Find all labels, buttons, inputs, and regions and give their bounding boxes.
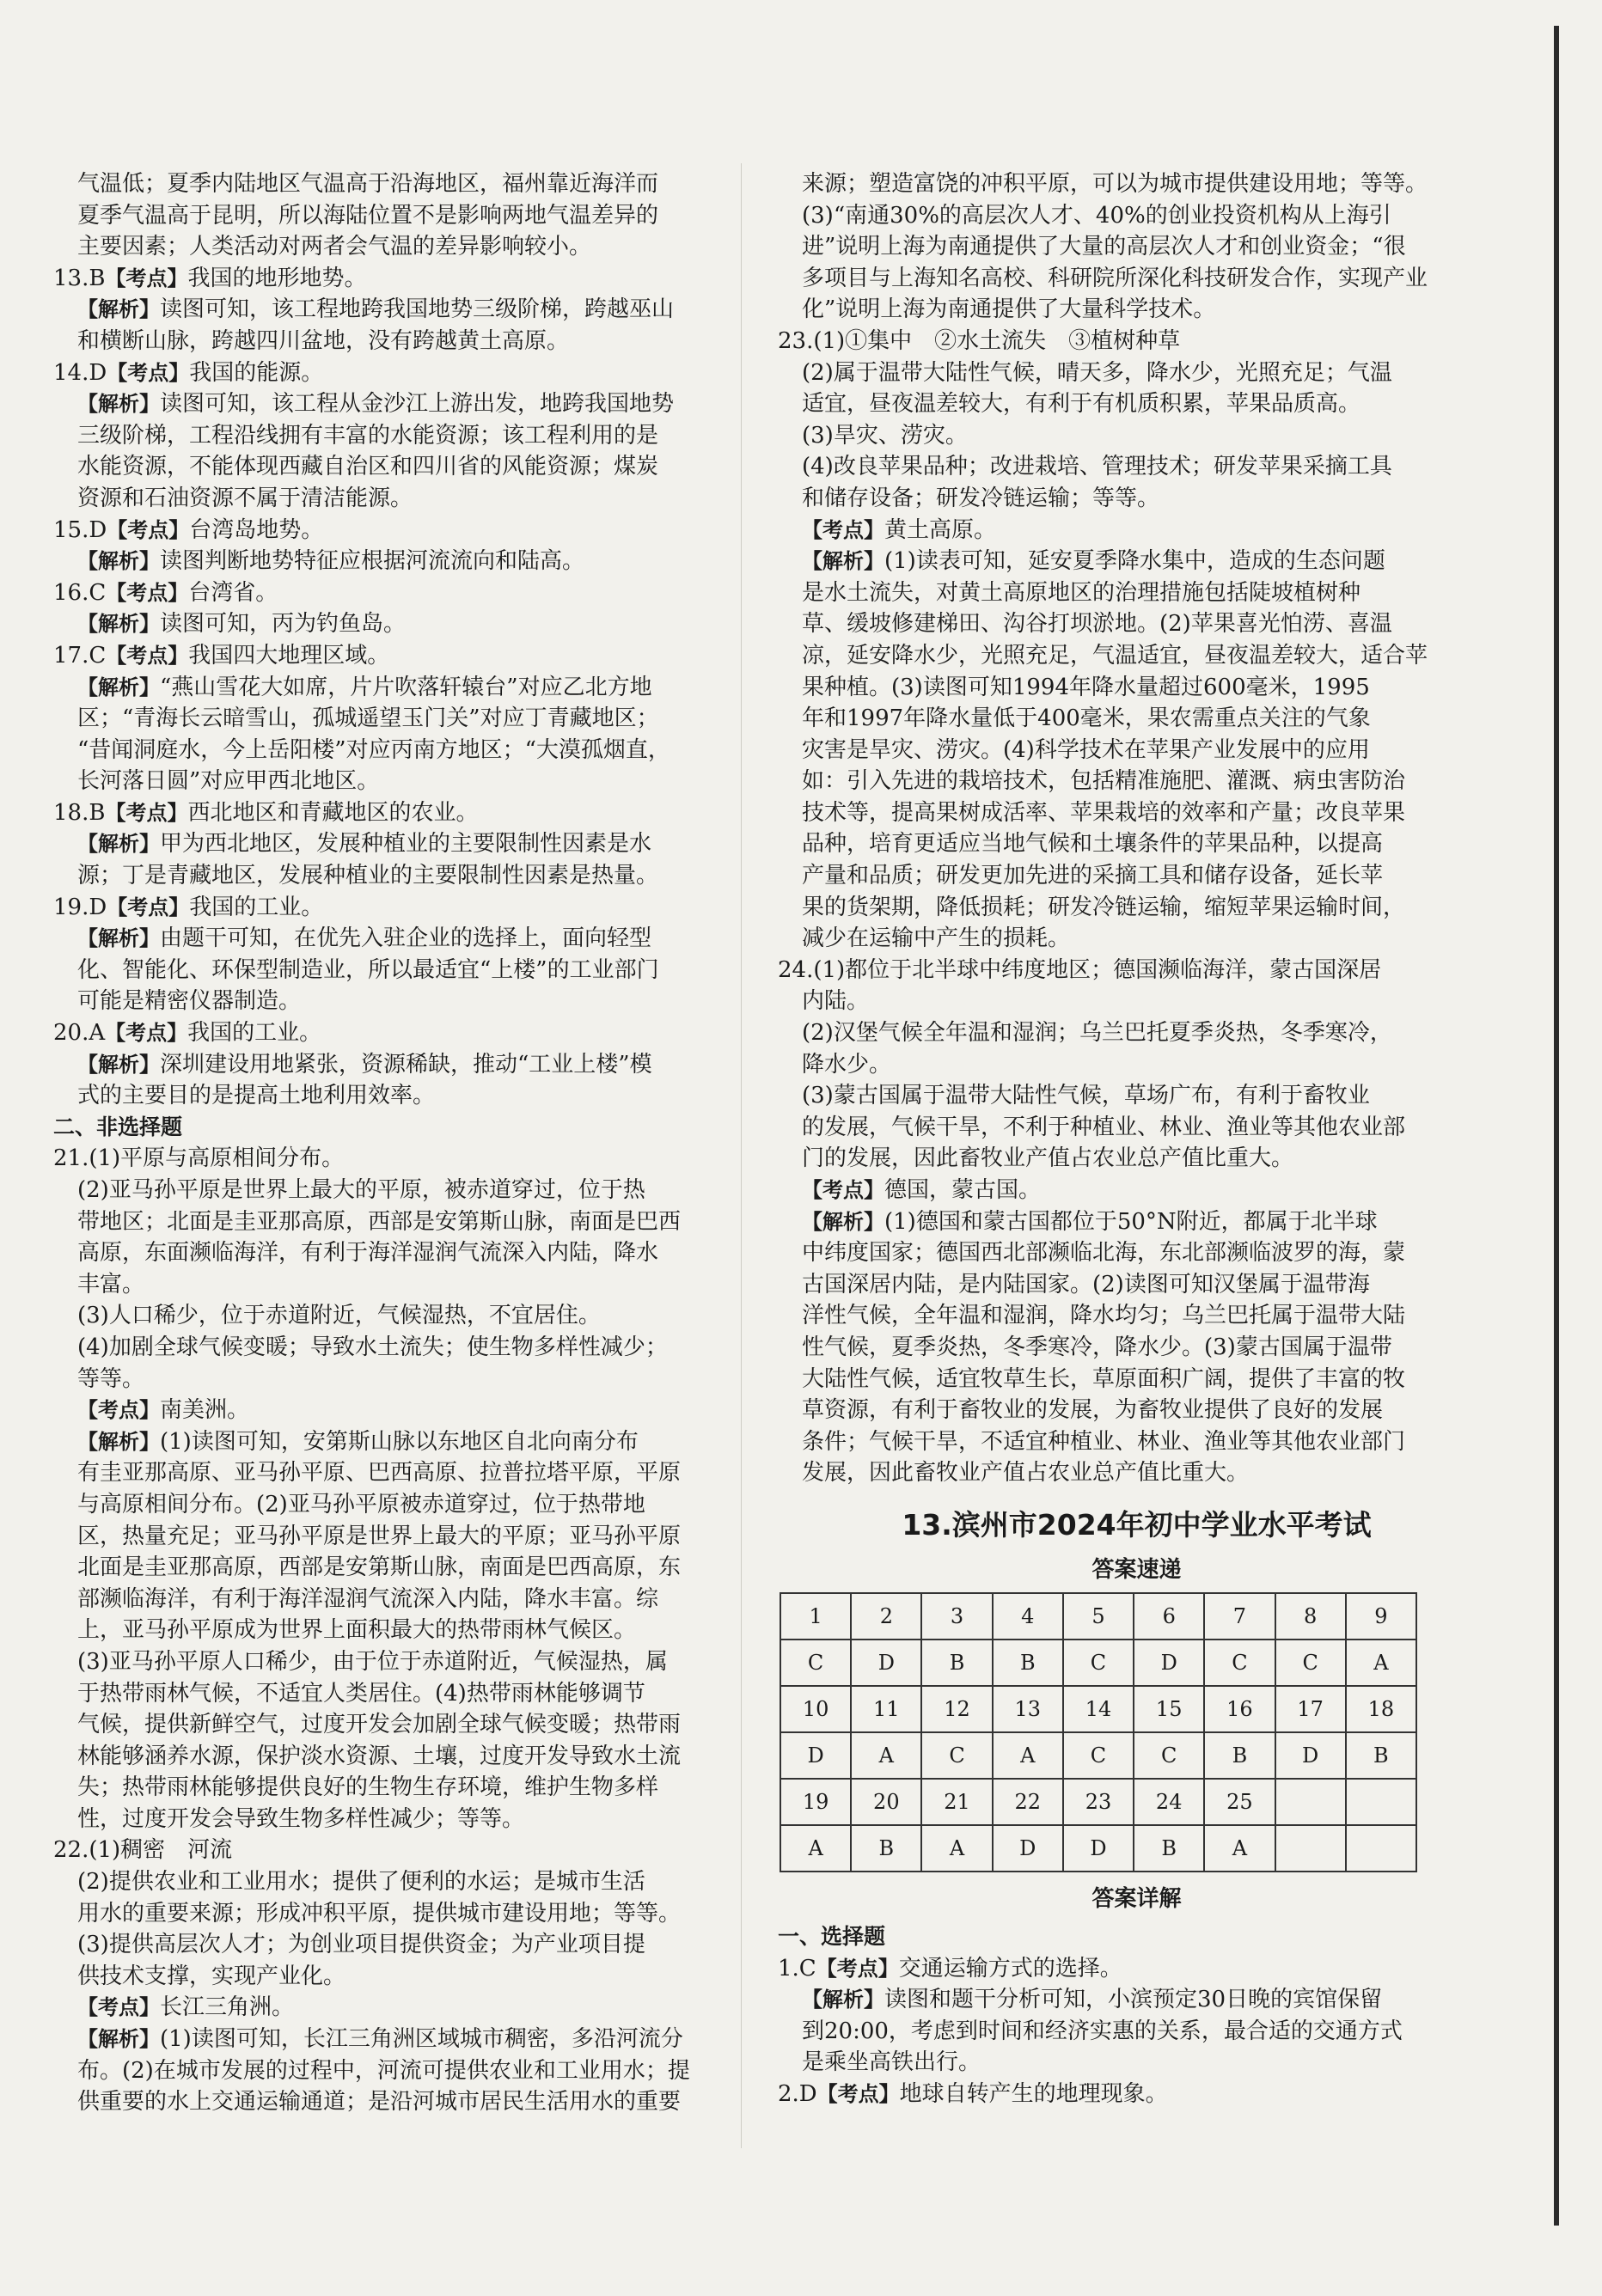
line-text: 我国的工业。 bbox=[187, 1020, 322, 1047]
text-line: 长河落日圆”对应甲西北地区。 bbox=[77, 768, 380, 795]
question-number-cell: 14 bbox=[1063, 1686, 1134, 1732]
text-line: 化、智能化、环保型制造业，所以最适宜“上楼”的工业部门 bbox=[77, 956, 659, 983]
text-line: 北面是圭亚那高原，西部是安第斯山脉，南面是巴西高原，东 bbox=[77, 1554, 682, 1581]
answer-line bbox=[53, 640, 754, 672]
label-tag: 【解析】 bbox=[802, 1988, 884, 2012]
question-number-cell: 11 bbox=[851, 1686, 921, 1732]
right-bottom-text bbox=[778, 1921, 1495, 2110]
text-line: 适宜，昼夜温差较大，有利于有机质积累，苹果品质高。 bbox=[802, 391, 1361, 418]
label-tag: 【考点】 bbox=[105, 1021, 188, 1046]
text-line: 果种植。(3)读图可知1994年降水量超过600毫米，1995 bbox=[802, 674, 1370, 700]
text-line: 式的主要目的是提高土地利用效率。 bbox=[77, 1083, 436, 1109]
line-text: (1)读表可知，延安夏季降水集中，造成的生态问题 bbox=[884, 548, 1385, 575]
text-line: (3)亚马孙平原人口稀少，由于位于赤道附近，气候湿热，属 bbox=[77, 1648, 668, 1675]
text-line: 的发展，气候干旱，不利于种植业、林业、渔业等其他农业部 bbox=[802, 1114, 1406, 1140]
answer-cell: D bbox=[1063, 1825, 1134, 1872]
answer-cell: C bbox=[1134, 1732, 1204, 1779]
text-line: 22.(1)稠密 河流 bbox=[53, 1837, 233, 1864]
line-text: 地球自转产生的地理现象。 bbox=[899, 2080, 1168, 2107]
text-line: 源；丁是青藏地区，发展种植业的主要限制性因素是热量。 bbox=[77, 863, 659, 889]
label-tag: 【考点】 bbox=[802, 1178, 884, 1202]
text-line: 供重要的水上交通运输通道；是沿河城市居民生活用水的重要 bbox=[77, 2089, 682, 2116]
text-line: 草、缓坡修建梯田、沟谷打坝淤地。(2)苹果喜光怕涝、喜温 bbox=[802, 611, 1392, 638]
question-number-cell: 22 bbox=[993, 1779, 1063, 1825]
table-row bbox=[780, 1779, 1416, 1825]
label-tag: 【考点】 bbox=[816, 2081, 900, 2106]
answer-cell bbox=[1346, 1825, 1416, 1872]
answer-cell: C bbox=[1275, 1640, 1346, 1686]
question-number-cell bbox=[1346, 1779, 1416, 1825]
line-text: (1)德国和蒙古国都位于50°N附近，都属于北半球 bbox=[884, 1208, 1378, 1235]
text-line: 23.(1)①集中 ②水土流失 ③植树种草 bbox=[778, 327, 1181, 354]
text-line: 高原，东面濒临海洋，有利于海洋湿润气流深入内陆，降水 bbox=[77, 1240, 659, 1267]
answer-cell: B bbox=[921, 1640, 992, 1686]
answer-cell: A bbox=[993, 1732, 1063, 1779]
question-number-cell: 5 bbox=[1063, 1593, 1134, 1640]
text-line: 上，亚马孙平原成为世界上面积最大的热带雨林气候区。 bbox=[77, 1617, 637, 1644]
text-line: 到20:00，考虑到时间和经济实惠的关系，最合适的交通方式 bbox=[802, 2018, 1403, 2044]
text-line: 是水土流失，对黄土高原地区的治理措施包括陡坡植树种 bbox=[802, 579, 1361, 606]
question-number: 17.C bbox=[53, 642, 107, 669]
answer-cell: D bbox=[1134, 1640, 1204, 1686]
question-number-cell: 18 bbox=[1346, 1686, 1416, 1732]
text-line: 气温低；夏季内陆地区气温高于沿海地区，福州靠近海洋而 bbox=[77, 171, 659, 197]
question-number-cell: 24 bbox=[1134, 1779, 1204, 1825]
label-tag: 【考点】 bbox=[107, 360, 190, 385]
text-line: 门的发展，因此畜牧业产值占农业总产值比重大。 bbox=[802, 1145, 1294, 1172]
text-line: 化”说明上海为南通提供了大量科学技术。 bbox=[802, 296, 1216, 323]
table-row bbox=[780, 1640, 1416, 1686]
question-number-cell: 8 bbox=[1275, 1593, 1346, 1640]
answer-cell: A bbox=[780, 1825, 851, 1872]
table-row bbox=[780, 1825, 1416, 1872]
answer-cell: C bbox=[1204, 1640, 1275, 1686]
text-line: 性，过度开发会导致生物多样性减少；等等。 bbox=[77, 1805, 525, 1832]
text-line: 部濒临海洋，有利于海洋湿润气流深入内陆，降水丰富。综 bbox=[77, 1585, 659, 1612]
text-line: 条件；气候干旱，不适宜种植业、林业、渔业等其他农业部门 bbox=[802, 1428, 1406, 1455]
right-top-text bbox=[778, 168, 1495, 1489]
text-line: 林能够涵养水源，保护淡水资源、土壤，过度开发导致水土流 bbox=[77, 1743, 682, 1769]
label-tag: 【解析】 bbox=[77, 1429, 160, 1454]
answer-line bbox=[53, 608, 754, 640]
scan-edge bbox=[1554, 26, 1559, 2226]
label-tag: 【解析】 bbox=[802, 1209, 884, 1234]
question-number: 19.D bbox=[53, 894, 107, 920]
answer-line bbox=[778, 1175, 1495, 1206]
question-number: 14.D bbox=[53, 359, 107, 386]
text-line: 区，热量充足；亚马孙平原是世界上最大的平原；亚马孙平原 bbox=[77, 1523, 682, 1549]
text-line: 品种，培育更适应当地气候和土壤条件的苹果品种，以提高 bbox=[802, 831, 1384, 858]
answer-cell: A bbox=[921, 1825, 992, 1872]
text-line: 用水的重要来源；形成冲积平原，提供城市建设用地；等等。 bbox=[77, 1900, 682, 1927]
text-line: 丰富。 bbox=[77, 1271, 145, 1298]
text-line: 等等。 bbox=[77, 1365, 145, 1392]
label-tag: 【解析】 bbox=[77, 832, 160, 857]
text-line: 多项目与上海知名高校、科研院所深化科技研发合作，实现产业 bbox=[802, 265, 1428, 291]
text-line: (3)旱灾、涝灾。 bbox=[802, 422, 968, 449]
text-line: 夏季气温高于昆明，所以海陆位置不是影响两地气温差异的 bbox=[77, 202, 659, 229]
answer-cell: C bbox=[1063, 1732, 1134, 1779]
question-number: 15.D bbox=[53, 516, 107, 543]
question-number-cell: 21 bbox=[921, 1779, 992, 1825]
answer-line bbox=[53, 263, 754, 295]
answer-cell: C bbox=[921, 1732, 992, 1779]
answer-line bbox=[778, 1206, 1495, 1238]
answer-cell: D bbox=[780, 1732, 851, 1779]
question-number: 18.B bbox=[53, 799, 106, 826]
label-tag: 【解析】 bbox=[77, 2027, 160, 2052]
text-line: 有圭亚那高原、亚马孙平原、巴西高原、拉普拉塔平原，平原 bbox=[77, 1460, 682, 1487]
question-number-cell: 2 bbox=[851, 1593, 921, 1640]
answer-line bbox=[53, 797, 754, 829]
text-line: 古国深居内陆，是内陆国家。(2)读图可知汉堡属于温带海 bbox=[802, 1271, 1370, 1298]
question-number: 20.A bbox=[53, 1020, 106, 1047]
answer-cell: A bbox=[1204, 1825, 1275, 1872]
answers-quick-title: 答案速递 bbox=[1091, 1556, 1182, 1583]
label-tag: 【考点】 bbox=[77, 1398, 160, 1423]
question-number-cell: 13 bbox=[993, 1686, 1063, 1732]
label-tag: 【解析】 bbox=[77, 675, 160, 699]
text-line: 年和1997年降水量低于400毫米，果农需重点关注的气象 bbox=[802, 705, 1371, 732]
answer-line bbox=[53, 577, 754, 609]
text-line: “昔闻洞庭水，今上岳阳楼”对应丙南方地区；“大漠孤烟直， bbox=[77, 736, 670, 763]
line-text: 德国，蒙古国。 bbox=[884, 1177, 1042, 1203]
text-line: 性气候，夏季炎热，冬季寒冷，降水少。(3)蒙古国属于温带 bbox=[802, 1334, 1392, 1360]
answer-line bbox=[53, 672, 754, 704]
label-tag: 【解析】 bbox=[77, 549, 160, 574]
answer-line bbox=[778, 515, 1495, 547]
text-line: 21.(1)平原与高原相间分布。 bbox=[53, 1145, 345, 1172]
label-tag: 【考点】 bbox=[107, 895, 190, 919]
question-number-cell: 9 bbox=[1346, 1593, 1416, 1640]
line-text: 台湾岛地势。 bbox=[189, 516, 324, 543]
answer-line bbox=[53, 923, 754, 955]
answer-cell bbox=[1275, 1825, 1346, 1872]
line-text: 西北地区和青藏地区的农业。 bbox=[187, 799, 479, 826]
answer-line bbox=[53, 1049, 754, 1081]
label-tag: 【解析】 bbox=[77, 926, 160, 951]
text-line: 和储存设备；研发冷链运输；等等。 bbox=[802, 485, 1160, 511]
line-text: 读图可知，该工程从金沙江上游出发，地跨我国地势 bbox=[160, 391, 675, 418]
text-line: (4)改良苹果品种；改进栽培、管理技术；研发苹果采摘工具 bbox=[802, 454, 1392, 480]
answer-cell: D bbox=[1275, 1732, 1346, 1779]
question-number-cell: 20 bbox=[851, 1779, 921, 1825]
text-line: 和横断山脉，跨越四川盆地，没有跨越黄土高原。 bbox=[77, 327, 570, 354]
line-text: 由题干可知，在优先入驻企业的选择上，面向轻型 bbox=[160, 925, 652, 952]
answer-cell: A bbox=[1346, 1640, 1416, 1686]
text-line: 进”说明上海为南通提供了大量的高层次人才和创业资金；“很 bbox=[802, 234, 1406, 260]
line-text: 读图判断地势特征应根据河流流向和陆高。 bbox=[160, 548, 585, 575]
line-text: 我国的地形地势。 bbox=[187, 265, 367, 291]
text-line: 失；热带雨林能够提供良好的生物生存环境，维护生物多样 bbox=[77, 1774, 659, 1801]
answer-line bbox=[778, 2079, 1495, 2110]
answer-line bbox=[53, 1426, 754, 1458]
line-text: 长江三角洲。 bbox=[160, 1994, 295, 2021]
label-tag: 【解析】 bbox=[77, 392, 160, 417]
label-tag: 【解析】 bbox=[77, 297, 160, 322]
text-line: 中纬度国家；德国西北部濒临北海，东北部濒临波罗的海，蒙 bbox=[802, 1240, 1406, 1267]
label-tag: 【解析】 bbox=[802, 549, 884, 574]
question-number: 16.C bbox=[53, 579, 107, 606]
line-text: 我国的工业。 bbox=[189, 894, 324, 920]
answer-line bbox=[53, 515, 754, 547]
answer-line bbox=[53, 1992, 754, 2024]
question-number-cell: 19 bbox=[780, 1779, 851, 1825]
answer-line bbox=[53, 357, 754, 389]
text-line: 发展，因此畜牧业产值占农业总产值比重大。 bbox=[802, 1460, 1250, 1487]
line-text: 南美洲。 bbox=[160, 1397, 250, 1424]
question-number-cell: 6 bbox=[1134, 1593, 1204, 1640]
text-line: 供技术支撑，实现产业化。 bbox=[77, 1963, 346, 1989]
line-text: 黄土高原。 bbox=[884, 516, 997, 543]
table-row bbox=[780, 1593, 1416, 1640]
answer-cell: B bbox=[1134, 1825, 1204, 1872]
answer-line bbox=[53, 546, 754, 577]
text-line: 洋性气候，全年温和湿润，降水均匀；乌兰巴托属于温带大陆 bbox=[802, 1303, 1406, 1329]
text-line: 主要因素；人类活动对两者会气温的差异影响较小。 bbox=[77, 234, 592, 260]
question-number: 13.B bbox=[53, 265, 106, 291]
line-text: 读图可知，该工程地跨我国地势三级阶梯，跨越巫山 bbox=[160, 296, 675, 323]
text-line: 大陆性气候，适宜牧草生长，草原面积广阔，提供了丰富的牧 bbox=[802, 1365, 1406, 1392]
text-line: 资源和石油资源不属于清洁能源。 bbox=[77, 485, 413, 511]
answer-cell: B bbox=[1346, 1732, 1416, 1779]
answer-line bbox=[53, 388, 754, 420]
answer-line bbox=[53, 892, 754, 924]
section-heading: 一、选择题 bbox=[778, 1923, 886, 1949]
text-line: (3)提供高层次人才；为创业项目提供资金；为产业项目提 bbox=[77, 1932, 645, 1958]
answer-cell: A bbox=[851, 1732, 921, 1779]
text-line: 凉，延安降水少，光照充足，气温适宜，昼夜温差较大，适合苹 bbox=[802, 642, 1428, 669]
line-text: 台湾省。 bbox=[188, 579, 278, 606]
text-line: 来源；塑造富饶的冲积平原，可以为城市提供建设用地；等等。 bbox=[802, 171, 1428, 197]
text-line: 于热带雨林气候，不适宜人类居住。(4)热带雨林能够调节 bbox=[77, 1680, 645, 1707]
answer-line bbox=[53, 1017, 754, 1049]
text-line: 与高原相间分布。(2)亚马孙平原被赤道穿过，位于热带地 bbox=[77, 1491, 645, 1517]
table-row bbox=[780, 1732, 1416, 1779]
text-line: 产量和品质；研发更加先进的采摘工具和储存设备，延长苹 bbox=[802, 863, 1384, 889]
line-text: 深圳建设用地紧张，资源稀缺，推动“工业上楼”模 bbox=[160, 1051, 652, 1078]
text-line: 可能是精密仪器制造。 bbox=[77, 988, 302, 1015]
text-line: (2)属于温带大陆性气候，晴天多，降水少，光照充足；气温 bbox=[802, 359, 1392, 386]
question-number-cell: 23 bbox=[1063, 1779, 1134, 1825]
answer-cell: B bbox=[993, 1640, 1063, 1686]
label-tag: 【考点】 bbox=[107, 517, 190, 542]
section-heading: 二、非选择题 bbox=[53, 1114, 183, 1139]
line-text: 我国的能源。 bbox=[189, 359, 324, 386]
line-text: 读图和题干分析可知，小滨预定30日晚的宾馆保留 bbox=[884, 1987, 1383, 2013]
line-text: 交通运输方式的选择。 bbox=[898, 1955, 1122, 1982]
label-tag: 【考点】 bbox=[105, 266, 188, 290]
label-tag: 【考点】 bbox=[106, 643, 189, 668]
line-text: 我国四大地理区域。 bbox=[188, 642, 390, 669]
label-tag: 【解析】 bbox=[77, 612, 160, 637]
exam-title: 13.滨州市2024年初中学业水平考试 bbox=[902, 1507, 1372, 1542]
left-column bbox=[53, 168, 754, 2118]
text-line: 水能资源，不能体现西藏自治区和四川省的风能资源；煤炭 bbox=[77, 454, 659, 480]
text-line: (3)蒙古国属于温带大陆性气候，草场广布，有利于畜牧业 bbox=[802, 1083, 1370, 1109]
question-number: 2.D bbox=[778, 2080, 817, 2107]
answer-cell: C bbox=[1063, 1640, 1134, 1686]
answer-line bbox=[778, 1984, 1495, 2016]
question-number-cell: 1 bbox=[780, 1593, 851, 1640]
text-line: 三级阶梯，工程沿线拥有丰富的水能资源；该工程利用的是 bbox=[77, 422, 659, 449]
answer-cell: D bbox=[851, 1640, 921, 1686]
question-number-cell: 16 bbox=[1204, 1686, 1275, 1732]
line-text: 读图可知，丙为钓鱼岛。 bbox=[160, 611, 407, 638]
answer-line bbox=[53, 828, 754, 860]
text-line: (2)汉堡气候全年温和湿润；乌兰巴托夏季炎热，冬季寒冷， bbox=[802, 1020, 1392, 1047]
text-line: (4)加剧全球气候变暖；导致水土流失；使生物多样性减少； bbox=[77, 1334, 668, 1360]
answer-line bbox=[53, 2024, 754, 2055]
answer-table bbox=[780, 1592, 1417, 1872]
answers-detail-title: 答案详解 bbox=[1091, 1885, 1182, 1912]
answer-line bbox=[778, 1953, 1495, 1985]
text-line: 灾害是旱灾、涝灾。(4)科学技术在苹果产业发展中的应用 bbox=[802, 736, 1370, 763]
text-line: 降水少。 bbox=[802, 1051, 892, 1078]
question-number-cell bbox=[1275, 1779, 1346, 1825]
text-line: 带地区；北面是圭亚那高原，西部是安第斯山脉，南面是巴西 bbox=[77, 1208, 682, 1235]
question-number-cell: 25 bbox=[1204, 1779, 1275, 1825]
question-number: 1.C bbox=[778, 1955, 816, 1982]
text-line: 布。(2)在城市发展的过程中，河流可提供农业和工业用水；提 bbox=[77, 2057, 690, 2084]
label-tag: 【考点】 bbox=[106, 580, 189, 605]
text-line: 是乘坐高铁出行。 bbox=[802, 2049, 981, 2076]
text-line: (3)人口稀少，位于赤道附近，气候湿热，不宜居住。 bbox=[77, 1303, 601, 1329]
answer-cell: B bbox=[851, 1825, 921, 1872]
text-line: 如：引入先进的栽培技术，包括精准施肥、灌溉、病虫害防治 bbox=[802, 768, 1406, 795]
text-line: 气候，提供新鲜空气，过度开发会加剧全球气候变暖；热带雨 bbox=[77, 1712, 682, 1738]
text-line: (2)提供农业和工业用水；提供了便利的水运；是城市生活 bbox=[77, 1869, 645, 1896]
label-tag: 【考点】 bbox=[77, 1995, 160, 2020]
answer-line bbox=[53, 1395, 754, 1426]
question-number-cell: 3 bbox=[921, 1593, 992, 1640]
answer-line bbox=[778, 546, 1495, 577]
text-line: 内陆。 bbox=[802, 988, 870, 1015]
line-text: 甲为西北地区，发展种植业的主要限制性因素是水 bbox=[160, 831, 652, 858]
question-number-cell: 7 bbox=[1204, 1593, 1275, 1640]
question-number-cell: 4 bbox=[993, 1593, 1063, 1640]
text-line: (2)亚马孙平原是世界上最大的平原，被赤道穿过，位于热 bbox=[77, 1177, 645, 1203]
line-text: “燕山雪花大如席，片片吹落轩辕台”对应乙北方地 bbox=[160, 674, 652, 700]
right-column bbox=[778, 168, 1495, 2110]
answer-line bbox=[53, 294, 754, 326]
text-line: 减少在运输中产生的损耗。 bbox=[802, 925, 1071, 952]
text-line: 技术等，提高果树成活率、苹果栽培的效率和产量；改良苹果 bbox=[802, 799, 1406, 826]
answer-cell: B bbox=[1204, 1732, 1275, 1779]
answer-cell: D bbox=[993, 1825, 1063, 1872]
question-number-cell: 15 bbox=[1134, 1686, 1204, 1732]
text-line: 果的货架期，降低损耗；研发冷链运输，缩短苹果运输时间， bbox=[802, 894, 1406, 920]
question-number-cell: 12 bbox=[921, 1686, 992, 1732]
label-tag: 【考点】 bbox=[105, 800, 188, 825]
label-tag: 【考点】 bbox=[802, 517, 884, 542]
label-tag: 【考点】 bbox=[816, 1956, 899, 1981]
answer-cell: C bbox=[780, 1640, 851, 1686]
text-line: 24.(1)都位于北半球中纬度地区；德国濒临海洋，蒙古国深居 bbox=[778, 956, 1382, 983]
text-line: (3)“南通30%的高层次人才、40%的创业投资机构从上海引 bbox=[802, 202, 1391, 229]
text-line: 区；“青海长云暗雪山，孤城遥望玉门关”对应丁青藏地区； bbox=[77, 705, 659, 732]
line-text: (1)读图可知，安第斯山脉以东地区自北向南分布 bbox=[160, 1428, 639, 1455]
question-number-cell: 17 bbox=[1275, 1686, 1346, 1732]
text-line: 草资源，有利于畜牧业的发展，为畜牧业提供了良好的发展 bbox=[802, 1397, 1384, 1424]
line-text: (1)读图可知，长江三角洲区域城市稠密，多沿河流分 bbox=[160, 2026, 683, 2053]
table-row bbox=[780, 1686, 1416, 1732]
question-number-cell: 10 bbox=[780, 1686, 851, 1732]
label-tag: 【解析】 bbox=[77, 1052, 160, 1077]
